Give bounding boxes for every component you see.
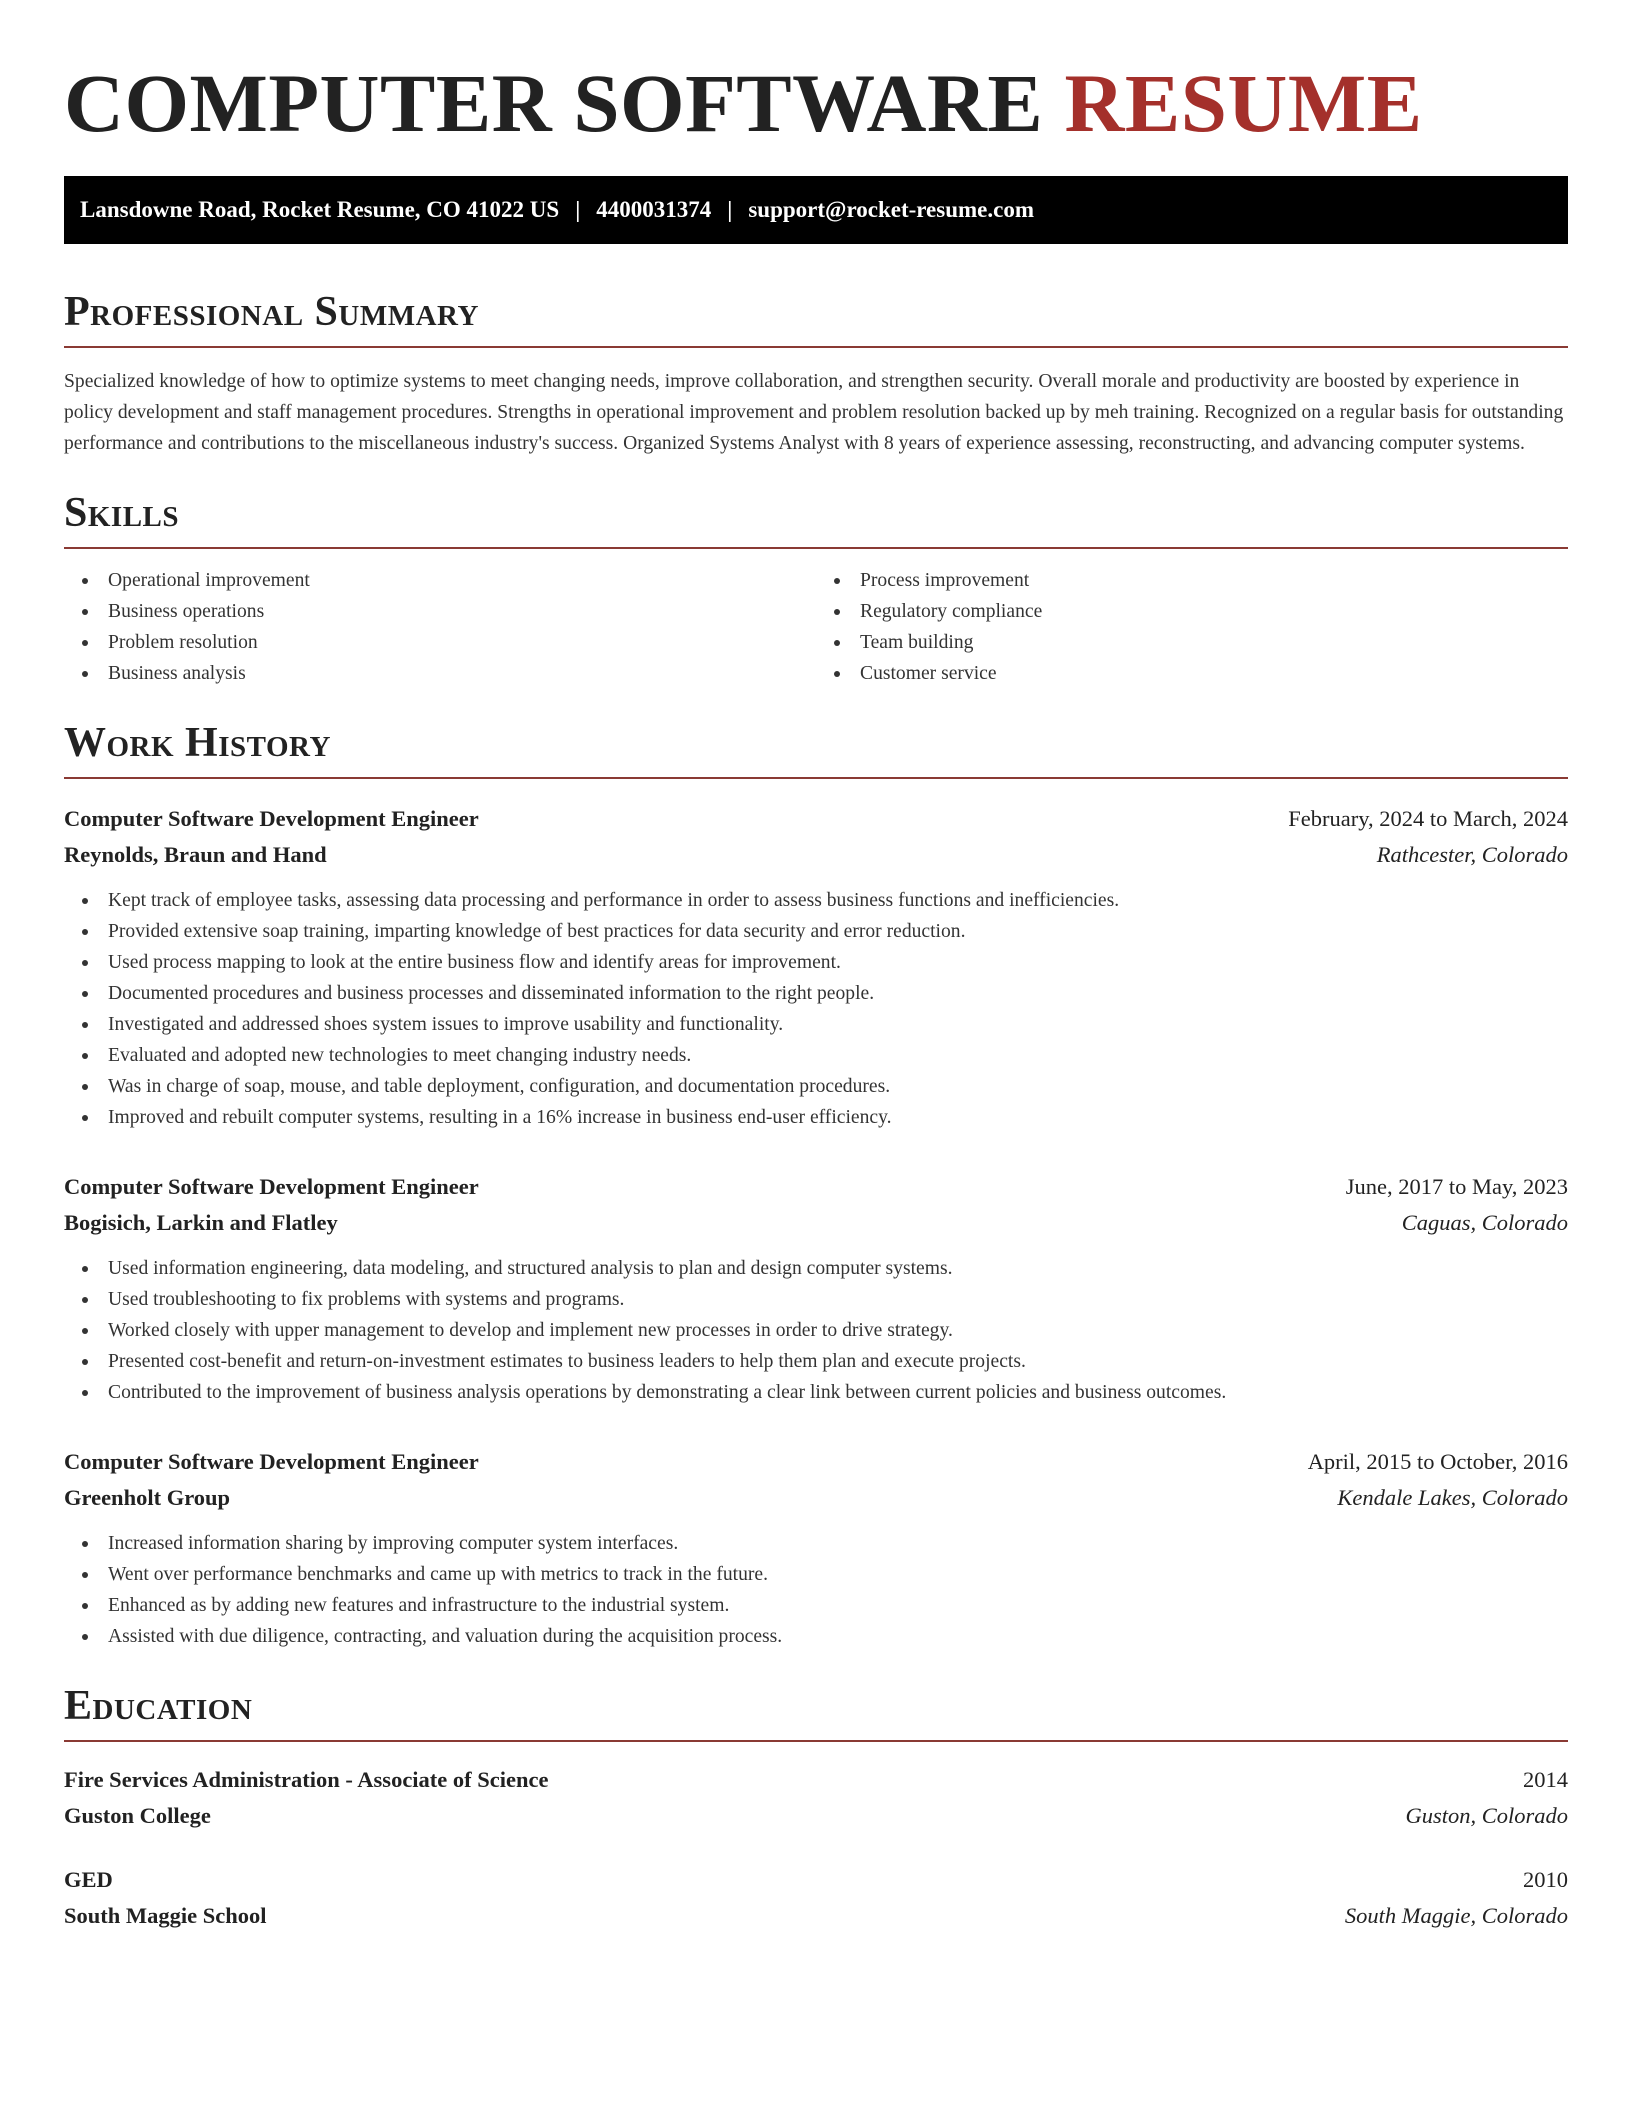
job-bullet: Worked closely with upper management to develop and implement new processes in order to drive strategy. <box>64 1315 1568 1346</box>
job-company-row <box>64 837 1568 873</box>
job-location: Caguas, Colorado <box>1401 1210 1568 1235</box>
skill-item: Problem resolution <box>64 627 816 658</box>
education-school-row <box>64 1898 1568 1934</box>
job-bullet: Contributed to the improvement of business analysis operations by demonstrating a clear link between current policies and business outcomes. <box>64 1377 1568 1408</box>
skill-item: Customer service <box>816 658 1568 689</box>
title-main: COMPUTER SOFTWARE <box>64 57 1044 149</box>
job-bullet: Documented procedures and business processes and disseminated information to the right people. <box>64 978 1568 1009</box>
skills-section <box>64 489 1568 689</box>
job-dates: June, 2017 to May, 2023 <box>1345 1174 1568 1199</box>
skills-grid <box>64 565 1568 689</box>
job-bullets <box>64 885 1568 1133</box>
work-history-section <box>64 719 1568 1652</box>
section-heading: Education <box>64 1682 1568 1742</box>
job-bullet: Was in charge of soap, mouse, and table deployment, configuration, and documentation procedures. <box>64 1071 1568 1102</box>
job-title: Computer Software Development Engineer <box>64 1449 479 1474</box>
skill-item: Business operations <box>64 596 816 627</box>
job-bullet: Presented cost-benefit and return-on-investment estimates to business leaders to help them plan and execute projects. <box>64 1346 1568 1377</box>
skill-item: Operational improvement <box>64 565 816 596</box>
education-year: 2014 <box>1523 1767 1568 1792</box>
contact-separator: | <box>575 197 581 222</box>
skill-item: Business analysis <box>64 658 816 689</box>
education-location: South Maggie, Colorado <box>1344 1903 1568 1928</box>
job-title: Computer Software Development Engineer <box>64 806 479 831</box>
job-entry <box>64 801 1568 1133</box>
job-bullet: Enhanced as by adding new features and infrastructure to the industrial system. <box>64 1590 1568 1621</box>
contact-separator: | <box>727 197 733 222</box>
education-location: Guston, Colorado <box>1405 1803 1568 1828</box>
job-company: Bogisich, Larkin and Flatley <box>64 1210 338 1235</box>
skill-item: Team building <box>816 627 1568 658</box>
job-bullets <box>64 1253 1568 1408</box>
job-bullet: Kept track of employee tasks, assessing data processing and performance in order to assess business functions and inefficiencies. <box>64 885 1568 916</box>
job-entry <box>64 1169 1568 1408</box>
job-bullet: Used process mapping to look at the entire business flow and identify areas for improvement. <box>64 947 1568 978</box>
job-entry <box>64 1444 1568 1652</box>
job-dates: April, 2015 to October, 2016 <box>1307 1449 1568 1474</box>
job-company: Greenholt Group <box>64 1485 231 1510</box>
job-bullet: Assisted with due diligence, contracting, and valuation during the acquisition process. <box>64 1621 1568 1652</box>
job-title-row <box>64 1444 1568 1480</box>
job-company-row <box>64 1480 1568 1516</box>
job-bullet: Increased information sharing by improving computer system interfaces. <box>64 1528 1568 1559</box>
section-heading: Skills <box>64 489 1568 549</box>
summary-text: Specialized knowledge of how to optimize systems to meet changing needs, improve collaboration, and strengthen security. Overall morale and productivity are boosted by experience in policy development and staff management procedures. Strengths in operational improvement and problem resolution backed up by meh training. Recognized on a regular basis for outstanding performance and contributions to the miscellaneous industry's success. Organized Systems Analyst with 8 years of experience assessing, reconstructing, and advancing computer systems. <box>64 371 1564 454</box>
contact-bar <box>64 176 1568 244</box>
job-location: Rathcester, Colorado <box>1376 842 1568 867</box>
job-company-row <box>64 1205 1568 1241</box>
education-entry <box>64 1762 1568 1834</box>
title-accent: RESUME <box>1064 57 1423 149</box>
professional-summary-section <box>64 288 1568 459</box>
skill-item: Process improvement <box>816 565 1568 596</box>
education-degree: GED <box>64 1867 113 1892</box>
job-bullets <box>64 1528 1568 1652</box>
education-degree-row <box>64 1762 1568 1798</box>
job-company: Reynolds, Braun and Hand <box>64 842 327 867</box>
job-location: Kendale Lakes, Colorado <box>1337 1485 1568 1510</box>
section-heading: Professional Summary <box>64 288 1568 348</box>
job-bullet: Used information engineering, data modeling, and structured analysis to plan and design computer systems. <box>64 1253 1568 1284</box>
education-degree-row <box>64 1862 1568 1898</box>
job-title: Computer Software Development Engineer <box>64 1174 479 1199</box>
job-title-row <box>64 1169 1568 1205</box>
contact-phone: 4400031374 <box>596 197 712 222</box>
job-bullet: Used troubleshooting to fix problems with systems and programs. <box>64 1284 1568 1315</box>
skills-column-right <box>816 565 1568 689</box>
job-title-row <box>64 801 1568 837</box>
job-bullet: Improved and rebuilt computer systems, resulting in a 16% increase in business end-user efficiency. <box>64 1102 1568 1133</box>
job-bullet: Went over performance benchmarks and came up with metrics to track in the future. <box>64 1559 1568 1590</box>
contact-address: Lansdowne Road, Rocket Resume, CO 41022 US <box>80 197 560 222</box>
education-school: South Maggie School <box>64 1903 267 1928</box>
contact-email: support@rocket-resume.com <box>748 197 1034 222</box>
education-entry <box>64 1862 1568 1934</box>
section-heading: Work History <box>64 719 1568 779</box>
job-bullet: Provided extensive soap training, imparting knowledge of best practices for data security and error reduction. <box>64 916 1568 947</box>
education-degree: Fire Services Administration - Associate of Science <box>64 1767 549 1792</box>
education-year: 2010 <box>1523 1867 1568 1892</box>
job-dates: February, 2024 to March, 2024 <box>1288 806 1568 831</box>
job-bullet: Investigated and addressed shoes system issues to improve usability and functionality. <box>64 1009 1568 1040</box>
education-section <box>64 1682 1568 1934</box>
skill-item: Regulatory compliance <box>816 596 1568 627</box>
resume-title <box>64 0 1568 148</box>
education-school-row <box>64 1798 1568 1834</box>
education-school: Guston College <box>64 1803 211 1828</box>
skills-column-left <box>64 565 816 689</box>
job-bullet: Evaluated and adopted new technologies to meet changing industry needs. <box>64 1040 1568 1071</box>
